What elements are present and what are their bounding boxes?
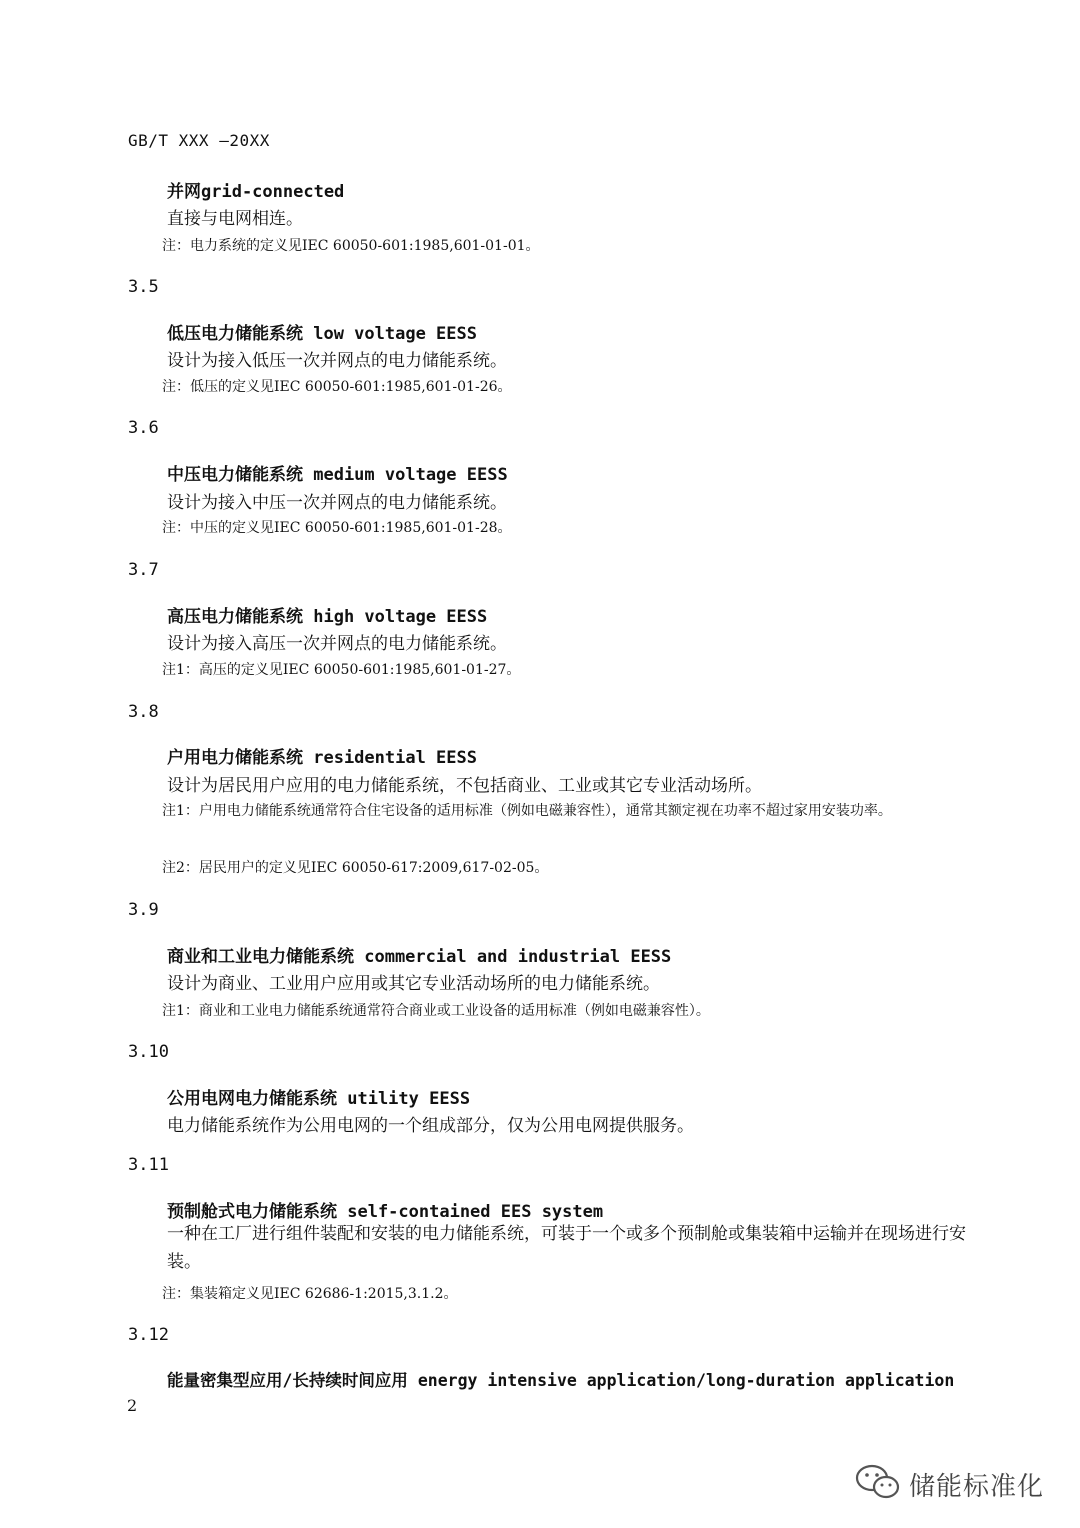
section-number: 3.11 (128, 1155, 169, 1175)
term-title: 商业和工业电力储能系统 commercial and industrial EESS (167, 947, 672, 967)
watermark-text: 储能标准化 (908, 1471, 1044, 1502)
term-note: 注：低压的定义见IEC 60050-601:1985,601-01-26。 (162, 379, 512, 395)
section-number: 3.6 (128, 418, 159, 438)
term-note: 注1：高压的定义见IEC 60050-601:1985,601-01-27。 (162, 662, 521, 678)
term-definition: 直接与电网相连。 (167, 209, 303, 229)
section-number: 3.12 (128, 1325, 169, 1345)
section-number: 3.10 (128, 1042, 169, 1062)
term-title: 高压电力储能系统 high voltage EESS (167, 607, 488, 627)
term-definition: 设计为接入低压一次并网点的电力储能系统。 (167, 351, 507, 371)
term-definition: 一种在工厂进行组件装配和安装的电力储能系统，可装于一个或多个预制舱或集装箱中运输并在现场进行安装。 (167, 1224, 966, 1272)
term-note: 注：电力系统的定义见IEC 60050-601:1985,601-01-01。 (162, 238, 540, 254)
term-title: 户用电力储能系统 residential EESS (167, 748, 477, 768)
page-number: 2 (127, 1396, 138, 1415)
section-number: 3.9 (128, 900, 159, 920)
term-title: 预制舱式电力储能系统 self-contained EES system (167, 1202, 604, 1222)
term-note: 注1：商业和工业电力储能系统通常符合商业或工业设备的适用标准（例如电磁兼容性）。 (162, 1003, 710, 1019)
term-note: 注：中压的定义见IEC 60050-601:1985,601-01-28。 (162, 520, 512, 536)
term-definition: 设计为接入高压一次并网点的电力储能系统。 (167, 634, 507, 654)
term-title: 并网grid-connected (167, 182, 345, 202)
term-definition: 电力储能系统作为公用电网的一个组成部分，仅为公用电网提供服务。 (167, 1116, 694, 1136)
term-title: 公用电网电力储能系统 utility EESS (167, 1089, 471, 1109)
term-title: 低压电力储能系统 low voltage EESS (167, 324, 477, 344)
document-header: GB/T XXX —20XX (128, 131, 270, 150)
term-title: 能量密集型应用/长持续时间应用 energy intensive application/long-duration application (167, 1371, 955, 1390)
section-number: 3.8 (128, 702, 159, 722)
wechat-icon (855, 1462, 901, 1506)
section-number: 3.5 (128, 277, 159, 297)
term-note: 注：集装箱定义见IEC 62686-1:2015,3.1.2。 (162, 1286, 458, 1302)
section-number: 3.7 (128, 560, 159, 580)
term-note: 注1：户用电力储能系统通常符合住宅设备的适用标准（例如电磁兼容性），通常其额定视在功率不超过家用安装功率。 (162, 803, 892, 819)
term-note: 注2：居民用户的定义见IEC 60050-617:2009,617-02-05。 (162, 860, 549, 876)
term-definition: 设计为商业、工业用户应用或其它专业活动场所的电力储能系统。 (167, 974, 660, 994)
term-title: 中压电力储能系统 medium voltage EESS (167, 465, 508, 485)
term-definition: 设计为接入中压一次并网点的电力储能系统。 (167, 493, 507, 513)
watermark (855, 1462, 1044, 1506)
term-definition: 设计为居民用户应用的电力储能系统，不包括商业、工业或其它专业活动场所。 (167, 776, 762, 796)
